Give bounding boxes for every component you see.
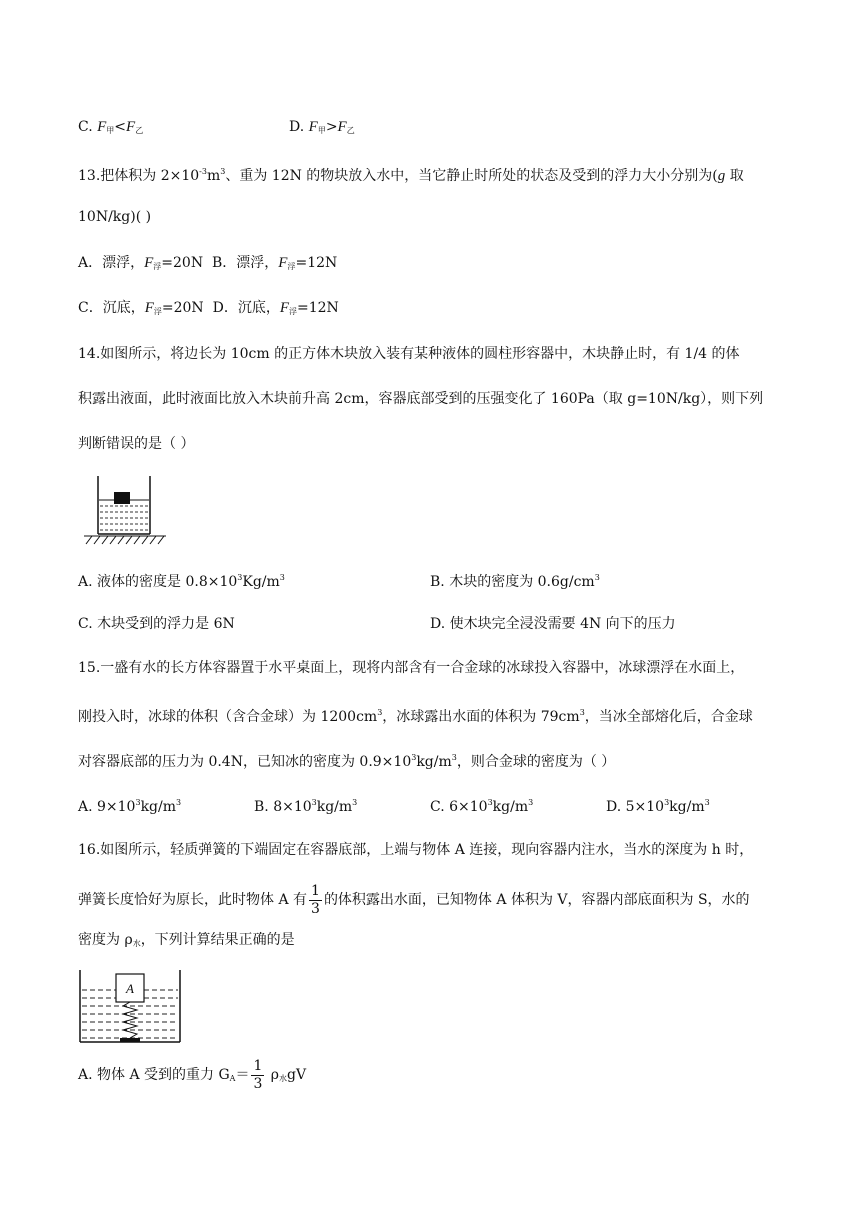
q12-option-c: C. $F_甲<F_乙$ xyxy=(78,119,144,135)
q12-option-d: D. $F_甲>F_乙$ xyxy=(289,119,355,135)
q15-stem-line2: 刚投入时，冰球的体积（含合金球）为 $1200cm^3$，冰球露出水面的体积为 $79cm^3$，当冰全部熔化后，合金球 xyxy=(78,708,753,725)
q14-option-b: B. 木块的密度为 $0.6g/cm^3$ xyxy=(430,573,600,590)
q14-option-a: A. 液体的密度是 $0.8\times 10^3Kg/m^3$ xyxy=(78,573,285,590)
q15-option-d: D. $5\times 10^3kg/m^3$ xyxy=(606,798,710,815)
q14-option-d: D. 使木块完全浸没需要 4N 向下的压力 xyxy=(430,616,676,632)
object-a-label: A xyxy=(126,981,134,996)
fraction-one-third: $\frac{1}{3}$ xyxy=(311,882,320,917)
q14-stem-line2: 积露出液面，此时液面比放入木块前升高 2cm，容器底部受到的压强变化了 160Pa（取 g=10N/kg），则下列 xyxy=(78,391,764,407)
q15-stem-line3: 对容器底部的压力为 0.4N，已知冰的密度为 $0.9\times 10^3kg/m^3$，则合金球的密度为（ ） xyxy=(78,753,616,770)
q14-option-c: C. 木块受到的浮力是 6N xyxy=(78,616,235,632)
q16-figure-spring-container xyxy=(76,968,186,1048)
q16-option-a: A. 物体 A 受到的重力 $G_A=$ $\frac{1}{3}$ $\rho_水gV$ xyxy=(78,1057,307,1092)
q14-stem-line1: 14.如图所示，将边长为 10cm 的正方体木块放入装有某种液体的圆柱形容器中，木块静止时，有 1/4 的体 xyxy=(78,346,740,362)
q14-stem-line3: 判断错误的是（ ） xyxy=(78,436,195,452)
q16-stem-line3: 密度为 $\rho_水$，下列计算结果正确的是 xyxy=(78,932,295,948)
q13-options-ab: A．漂浮，$F_浮=20N$ B．漂浮，$F_浮=12N$ xyxy=(78,255,338,271)
q15-option-a: A. $9\times 10^3kg/m^3$ xyxy=(78,798,182,815)
q15-option-c: C. $6\times 10^3kg/m^3$ xyxy=(430,798,534,815)
q13-options-cd: C．沉底，$F_浮=20N$ D．沉底，$F_浮=12N$ xyxy=(78,300,339,316)
q16-stem-line1: 16.如图所示，轻质弹簧的下端固定在容器底部，上端与物体 A 连接，现向容器内注水，当水的深度为 h 时， xyxy=(78,842,754,858)
q13-stem-line2: 10N/kg)( ) xyxy=(78,209,152,225)
q13-stem-line1: 13.把体积为 $2\times 10^{-3}m^3$、重为 12N 的物块放入水中，当它静止时所处的状态及受到的浮力大小分别为(g 取 xyxy=(78,167,744,184)
q15-option-b: B. $8\times 10^3kg/m^3$ xyxy=(254,798,358,815)
q16-stem-line2: 弹簧长度恰好为原长，此时物体 A 有 $\frac{1}{3}$ 的体积露出水面，已知物体 A 体积为 V，容器内部底面积为 S，水的 xyxy=(78,882,750,917)
q14-figure-container-with-block xyxy=(80,470,172,548)
q15-stem-line1: 15.一盛有水的长方体容器置于水平桌面上，现将内部含有一合金球的冰球投入容器中，冰球漂浮在水面上， xyxy=(78,660,745,676)
fraction-one-third: $\frac{1}{3}$ xyxy=(253,1057,263,1092)
